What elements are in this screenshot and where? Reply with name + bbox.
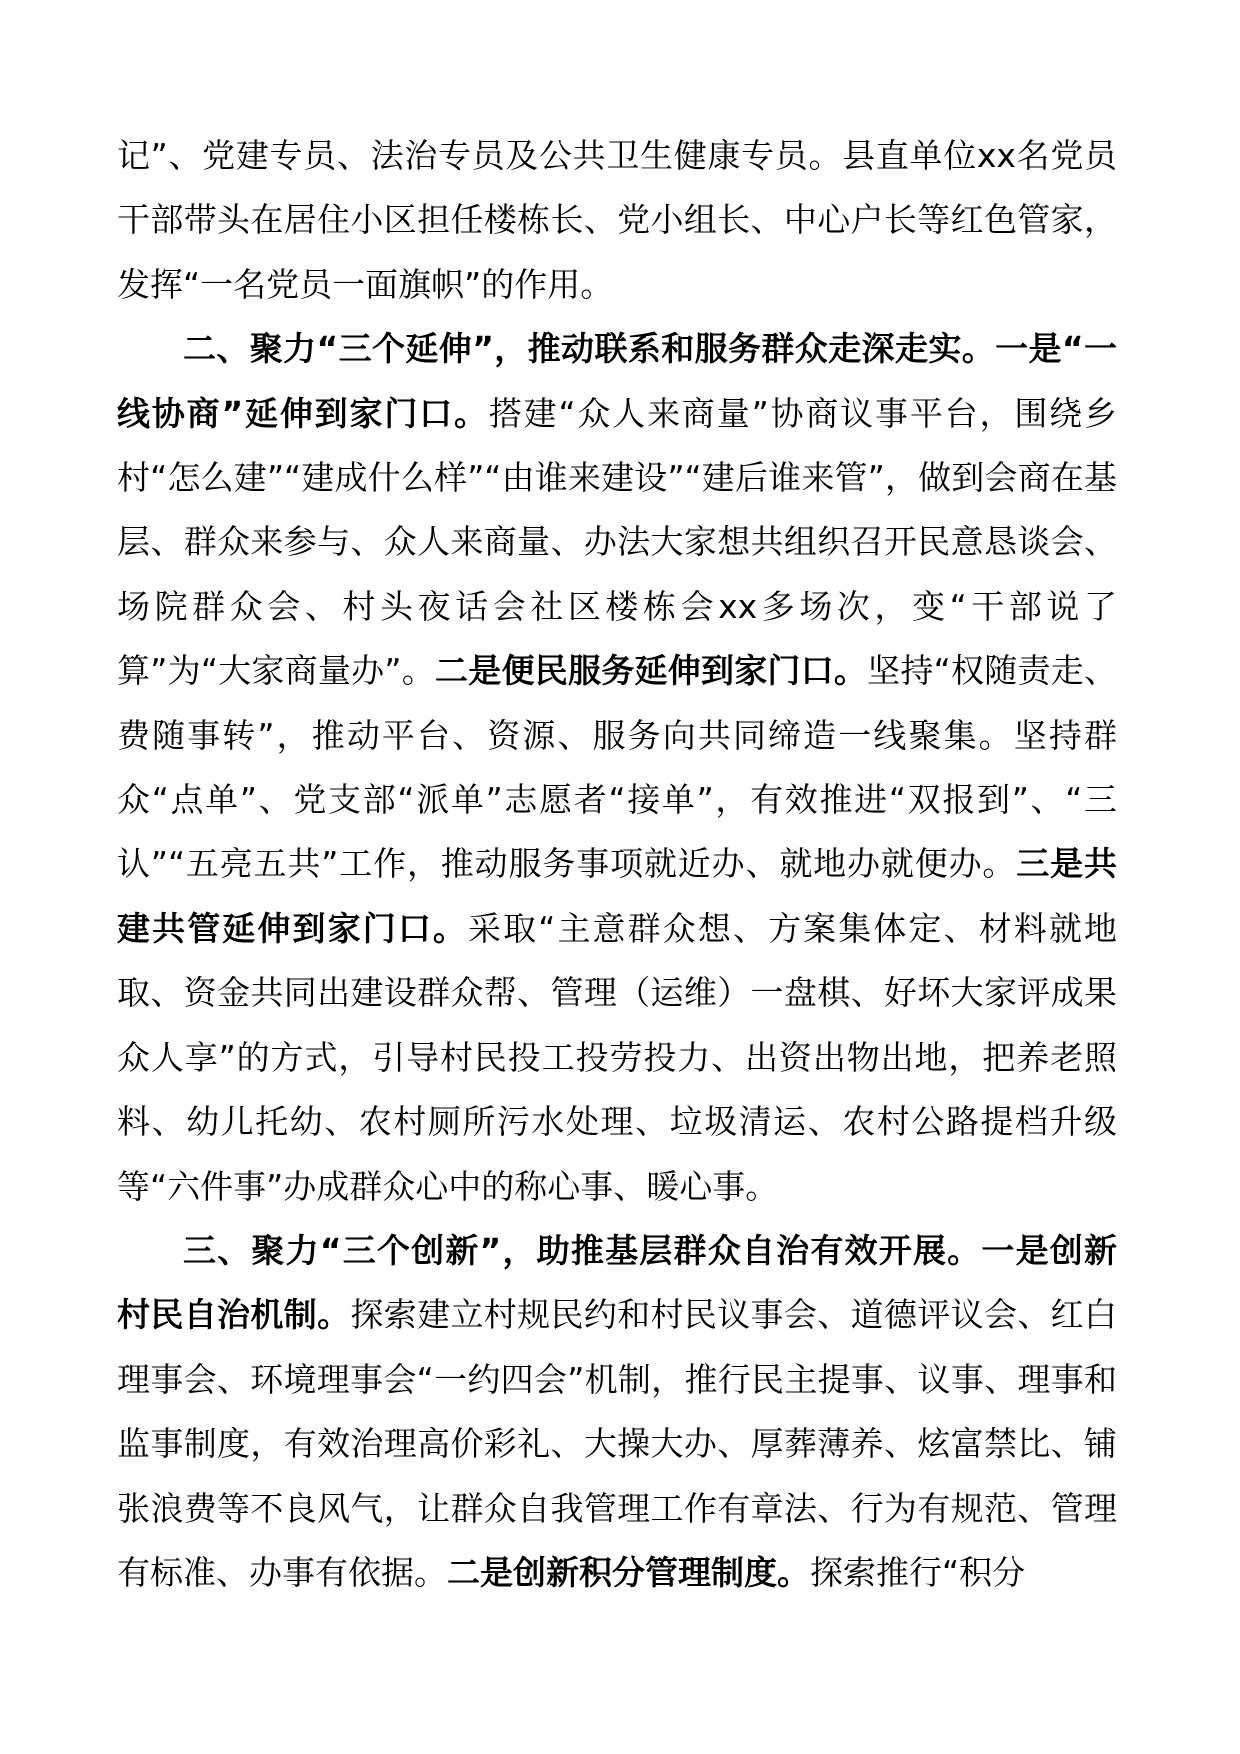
body-text: 坚持“权随责走、费随事转”，推动平台、资源、服务向共同缔造一线聚集。坚持群众“点单”、党支部“派单”志愿者“接单”，有效推进“双报到”、“三认”“五亮五共”工作，推动服务事项就近办、就地办就便办。 bbox=[117, 651, 1117, 884]
point-heading: 三是共建共管延伸到家门口。 bbox=[117, 844, 1118, 948]
point-heading: 一是创新村民自治机制。 bbox=[117, 1230, 1117, 1335]
point-heading: 二是便民服务延伸到家门口。 bbox=[434, 651, 868, 691]
body-text: 探索建立村规民约和村民议事会、道德评议会、红白理事会、环境理事会“一约四会”机制，推行民主提事、议事、理事和监事制度，有效治理高价彩礼、大操大办、厚葬薄养、炫富禁比、铺张浪费等不良风气，让群众自我管理工作有章法、行为有规范、管理有标准、办事有依据。 bbox=[117, 1295, 1118, 1592]
section-heading-3: 三、聚力“三个创新”，助推基层群众自治有效开展。 bbox=[183, 1230, 982, 1270]
paragraph-2 bbox=[117, 317, 1117, 1219]
document-page bbox=[117, 124, 1117, 1605]
paragraph-3 bbox=[117, 1219, 1117, 1605]
paragraph-1 bbox=[117, 124, 1117, 317]
body-text: 探索推行“积分 bbox=[810, 1552, 1026, 1592]
section-heading-2: 二、聚力“三个延伸”，推动联系和服务群众走深走实。 bbox=[183, 329, 996, 369]
body-text: 搭建“众人来商量”协商议事平台，围绕乡村“怎么建”“建成什么样”“由谁来建设”“建后谁来管”，做到会商在基层、群众来参与、众人来商量、办法大家想共组织召开民意恳谈会、场院群众会、村头夜话会社区楼栋会xx多场次，变“干部说了算”为“大家商量办”。 bbox=[117, 393, 1117, 691]
point-heading: 一是“一线协商”延伸到家门口。 bbox=[117, 329, 1117, 433]
body-text: 记”、党建专员、法治专员及公共卫生健康专员。县直单位xx名党员干部带头在居住小区担任楼栋长、党小组长、中心户长等红色管家，发挥“一名党员一面旗帜”的作用。 bbox=[117, 136, 1117, 304]
body-text: 采取“主意群众想、方案集体定、材料就地取、资金共同出建设群众帮、管理（运维）一盘棋、好坏大家评成果众人享”的方式，引导村民投工投劳投力、出资出物出地，把养老照料、幼儿托幼、农村厕所污水处理、垃圾清运、农村公路提档升级等“六件事”办成群众心中的称心事、暖心事。 bbox=[117, 908, 1118, 1206]
point-heading: 二是创新积分管理制度。 bbox=[447, 1552, 810, 1592]
